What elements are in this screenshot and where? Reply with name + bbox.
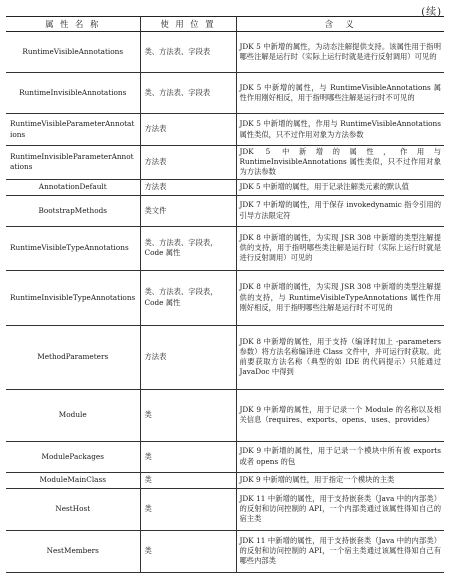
attribute-location: 类、方法表、字段表，Code 属性 [140,226,236,270]
table-row [6,73,444,114]
attribute-meaning: JDK 7 中新增的属性，用于保存 invokedynamic 指令引用的引导方法限定符 [236,195,444,226]
attribute-meaning: JDK 9 中新增的属性，用于记录一个模块中所有被 exports 或者 opens 的包 [236,441,444,472]
attribute-meaning: JDK 11 中新增的属性，用于支持嵌套类（Java 中的内部类）的反射和访问控制的 API，一个内部类通过该属性得知自己的宿主类 [236,488,444,530]
table-row [6,226,444,270]
attribute-name: RuntimeVisibleTypeAnnotations [6,226,140,270]
attribute-meaning: JDK 8 中新增的属性，用于支持（编译时加上 -parameters 参数）将方法名称编译进 Class 文件中，并可运行时获取。此前要获取方法名称（典型的如 IDE 的代码提示）只能通过 JavaDoc 中得到 [236,325,444,389]
attribute-location: 类、方法表、字段表 [140,73,236,114]
continued-label: (续) [421,7,442,18]
table-row [6,146,444,180]
attribute-meaning: JDK 5 中新增的属性，为动态注解提供支持。该属性用于指明哪些注解是运行时（实际上运行时就是进行反射调用）可见的 [236,32,444,73]
table-row [6,270,444,325]
attribute-location: 类、方法表、字段表 [140,32,236,73]
header-location: 使 用 位 置 [140,17,236,32]
attribute-location: 类 [140,472,236,488]
attribute-meaning: JDK 5 中新增的属性，与 RuntimeVisibleAnnotations 属性作用刚好相反，用于指明哪些注解是运行时不可见的 [236,73,444,114]
attribute-location: 类 [140,530,236,572]
attribute-name: RuntimeInvisibleAnnotations [6,73,140,114]
attribute-location: 类 [140,389,236,441]
attribute-meaning: JDK 5 中新增的属性，作用与 RuntimeInvisibleAnnotations 属性类似，只不过作用对象为方法参数 [236,146,444,180]
table-header-row [6,17,444,32]
table-row [6,530,444,572]
table-row [6,114,444,146]
table-row [6,179,444,195]
table-row [6,389,444,441]
attribute-name: RuntimeVisibleAnnotations [6,32,140,73]
attribute-name: ModuleMainClass [6,472,140,488]
attribute-location: 类 [140,441,236,472]
attribute-location: 类、方法表、字段表，Code 属性 [140,270,236,325]
table-row [6,488,444,530]
attribute-name: RuntimeInvisibleTypeAnnotations [6,270,140,325]
attribute-name: NestMembers [6,530,140,572]
attribute-name: RuntimeInvisibleParameterAnnotations [6,146,140,180]
attribute-name: BootstrapMethods [6,195,140,226]
attribute-meaning: JDK 9 中新增的属性，用于指定一个模块的主类 [236,472,444,488]
attribute-table [6,16,444,573]
table-row [6,325,444,389]
attribute-name: RuntimeVisibleParameterAnnotations [6,114,140,146]
attribute-meaning: JDK 9 中新增的属性，用于记录一个 Module 的名称以及相关信息（requires、exports、opens、uses、provides） [236,389,444,441]
attribute-name: MethodParameters [6,325,140,389]
attribute-name: NestHost [6,488,140,530]
table-row [6,472,444,488]
attribute-meaning: JDK 5 中新增的属性，用于记录注解类元素的默认值 [236,179,444,195]
header-meaning: 含 义 [236,17,444,32]
table-row [6,195,444,226]
table-row [6,32,444,73]
attribute-name: ModulePackages [6,441,140,472]
attribute-meaning: JDK 11 中新增的属性，用于支持嵌套类（Java 中的内部类）的反射和访问控制的 API，一个宿主类通过该属性得知自己有哪些内部类 [236,530,444,572]
attribute-name: Module [6,389,140,441]
attribute-location: 方法表 [140,179,236,195]
attribute-meaning: JDK 5 中新增的属性，作用与 RuntimeVisibleAnnotations 属性类似，只不过作用对象为方法参数 [236,114,444,146]
header-name: 属 性 名 称 [6,17,140,32]
attribute-meaning: JDK 8 中新增的属性，为实现 JSR 308 中新增的类型注解提供的支持，与 RuntimeVisibleTypeAnnotations 属性作用刚好相反，用于指明哪些注解是运行时不可见的 [236,270,444,325]
attribute-location: 方法表 [140,325,236,389]
attribute-location: 类文件 [140,195,236,226]
table-row [6,441,444,472]
attribute-meaning: JDK 8 中新增的属性，为实现 JSR 308 中新增的类型注解提供的支持，用于指明哪些类注解是运行时（实际上运行时就是进行反射调用）可见的 [236,226,444,270]
attribute-location: 方法表 [140,146,236,180]
attribute-name: AnnotationDefault [6,179,140,195]
attribute-location: 类 [140,488,236,530]
attribute-location: 方法表 [140,114,236,146]
